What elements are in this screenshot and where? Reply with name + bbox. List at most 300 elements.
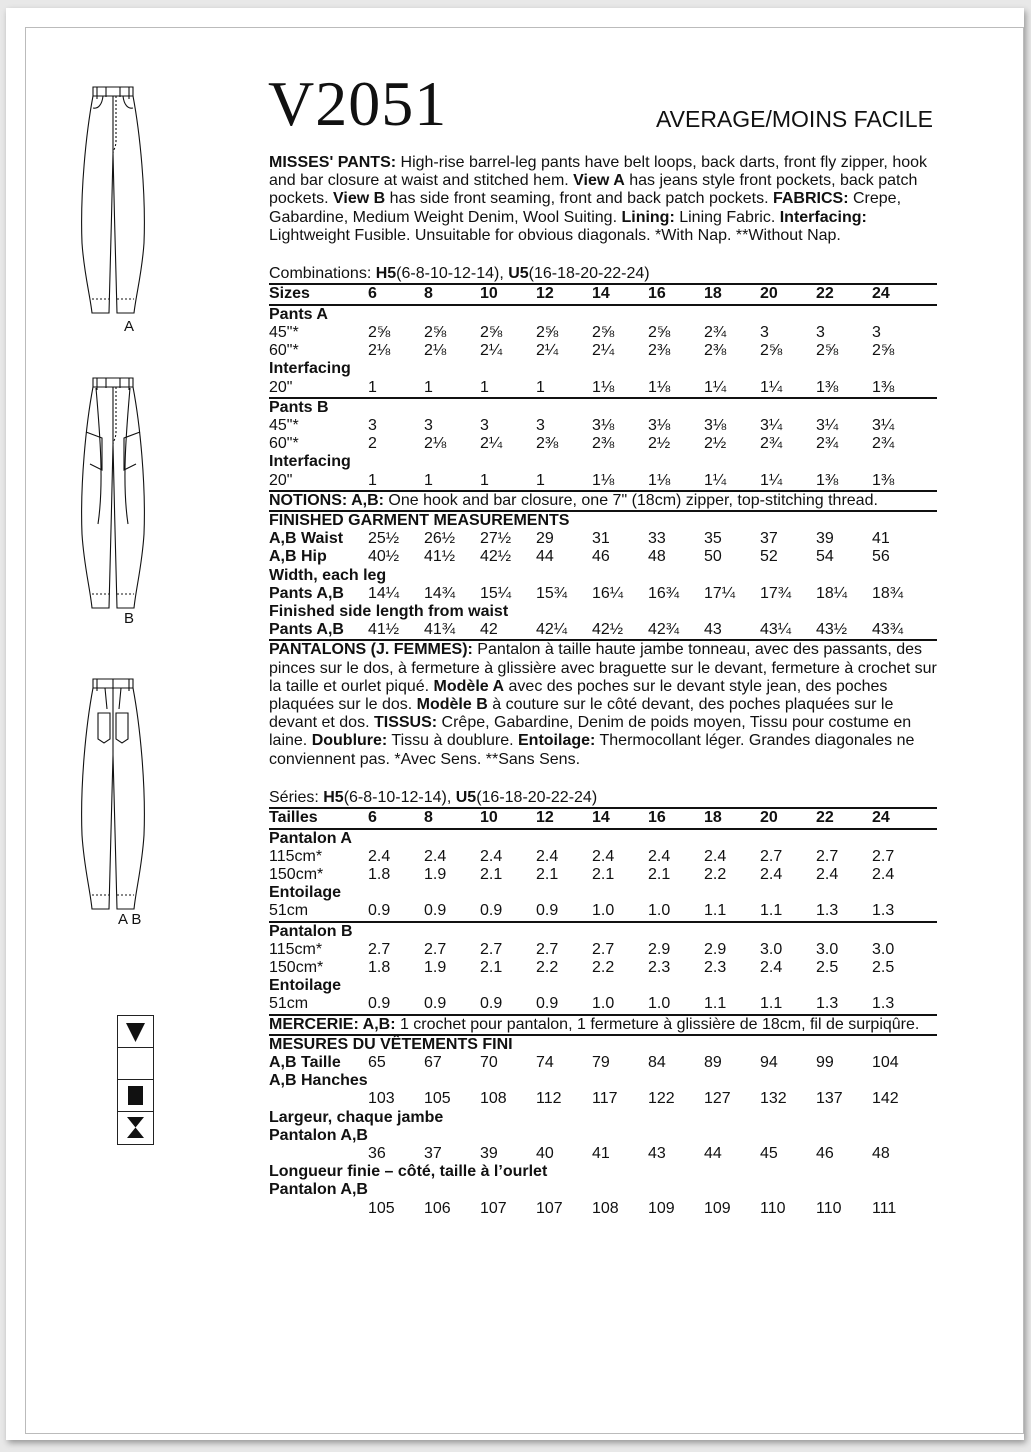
fabrics-title-fr: TISSUS:	[373, 714, 438, 732]
hip-label-fr: A,B Hanches	[269, 1072, 368, 1090]
table-cell: 2.4	[872, 865, 895, 883]
notions-title-fr: MERCERIE: A,B:	[269, 1015, 396, 1033]
table-row	[269, 511, 937, 530]
lining-text: Lining Fabric.	[674, 208, 780, 226]
table-row	[269, 379, 937, 398]
table-cell: 1.1	[760, 995, 783, 1013]
combo2-sizes-fr: (16-18-20-22-24)	[476, 788, 598, 806]
view-a-title: View A	[573, 172, 625, 190]
table-cell: 1.9	[424, 958, 447, 976]
table-cell: 0.9	[424, 902, 447, 920]
table-row	[269, 398, 937, 417]
pants-a-label-fr: Pantalon A	[269, 829, 352, 847]
table-cell: 20	[760, 284, 816, 305]
table-cell: 48	[872, 1144, 890, 1162]
table-cell: 2.4	[816, 865, 839, 883]
view-a-text-fr: avec des poches sur le devant style jean, des poches plaquées sur le dos.	[269, 677, 888, 713]
row-label: Pants A,B	[269, 584, 344, 602]
difficulty-level: AVERAGE/MOINS FACILE	[656, 106, 933, 132]
table-cell: 1.3	[872, 902, 895, 920]
interfacing-text: Lightweight Fusible. Unsuitable for obvious diagonals. *With Nap. **Without Nap.	[269, 226, 841, 244]
table-cell: 122	[648, 1090, 675, 1108]
table-cell: 3.0	[872, 940, 895, 958]
view-a-sketch	[80, 83, 146, 317]
table-cell: 2.7	[592, 940, 615, 958]
table-cell: 39	[816, 530, 834, 548]
table-cell: 1	[368, 471, 377, 489]
finished-title: FINISHED GARMENT MEASUREMENTS	[269, 511, 937, 530]
table-row	[269, 959, 937, 977]
row-label: 150cm*	[269, 865, 324, 883]
table-cell: 2⅝	[424, 323, 447, 341]
table-row	[269, 808, 937, 829]
view-ab-label: A B	[118, 911, 142, 928]
table-cell: 2⅝	[480, 323, 503, 341]
table-cell: 109	[704, 1199, 731, 1217]
table-cell: 1.0	[592, 902, 615, 920]
view-a-label: A	[124, 318, 135, 335]
table-cell: 2.4	[704, 847, 727, 865]
table-cell: 16¾	[648, 584, 680, 602]
table-cell: 117	[592, 1090, 618, 1108]
table-cell: 2¾	[816, 435, 839, 453]
fabrics-text: Crepe, Gabardine, Medium Weight Denim, Wool Suiting.	[269, 190, 902, 226]
table-cell: 2.1	[480, 958, 503, 976]
table-cell: 2.7	[480, 940, 503, 958]
table-row	[269, 585, 937, 603]
table-cell: 2	[368, 435, 377, 453]
table-row	[269, 1200, 937, 1218]
table-cell: 2¼	[536, 342, 559, 360]
table-cell: 1⅛	[592, 378, 615, 396]
table-cell: 70	[480, 1053, 498, 1071]
table-cell: 1.0	[592, 995, 615, 1013]
table-row	[269, 829, 937, 848]
table-row	[269, 866, 937, 884]
row-label: A,B Hip	[269, 548, 327, 566]
combinations-line	[269, 265, 937, 283]
table-cell: 14	[592, 808, 648, 829]
table-cell: 2.5	[816, 958, 839, 976]
french-notions	[269, 1016, 937, 1034]
table-cell: 2.1	[536, 865, 559, 883]
table-cell: 2.7	[368, 940, 391, 958]
table-cell: 2.2	[592, 958, 615, 976]
table-cell: 26½	[424, 530, 456, 548]
table-cell: 2.1	[648, 865, 671, 883]
table-cell: 2⅝	[536, 323, 559, 341]
table-cell: 37	[424, 1144, 442, 1162]
table-cell: 1.1	[704, 995, 727, 1013]
table-cell: 2.7	[872, 847, 895, 865]
interfacing-b-label-fr: Entoilage	[269, 977, 342, 995]
table-cell: 27½	[480, 530, 512, 548]
table-cell: 2½	[704, 435, 727, 453]
table-cell: 18	[704, 808, 760, 829]
table-cell: 1	[480, 378, 489, 396]
combo1-sizes: (6-8-10-12-14),	[396, 265, 509, 283]
table-cell: 10	[480, 808, 536, 829]
table-cell: 2⅜	[704, 342, 727, 360]
table-cell: 2.1	[592, 865, 615, 883]
table-row	[269, 453, 937, 471]
table-cell: 3	[424, 416, 433, 434]
hourglass-icon	[118, 1112, 153, 1144]
table-cell: 41½	[424, 548, 456, 566]
table-cell: 2⅝	[760, 342, 783, 360]
lining-title-fr: Doublure:	[311, 732, 388, 750]
table-cell: 36	[368, 1144, 386, 1162]
table-cell: 2.9	[648, 940, 671, 958]
french-measurements-table	[269, 1034, 937, 1218]
table-cell: 14¾	[424, 584, 456, 602]
table-row	[269, 1072, 937, 1090]
blank-symbol	[118, 1048, 153, 1080]
table-cell: 79	[592, 1053, 610, 1071]
table-row	[269, 995, 937, 1013]
table-row	[269, 977, 937, 995]
table-cell: 1⅜	[872, 471, 895, 489]
table-cell: 3	[536, 416, 545, 434]
table-cell: 46	[592, 548, 610, 566]
fabric-symbols-box	[117, 1015, 154, 1145]
table-cell: 1.3	[816, 902, 839, 920]
french-yardage-table	[269, 807, 937, 1014]
description-text-fr: Pantalon à taille haute jambe tonneau, avec des passants, des pinces sur le dos, à fermeture à glissière avec braguette sur le devant, fermeture à crochet sur la taille et ourlet piqué.	[269, 641, 937, 695]
table-cell: 43¾	[872, 621, 904, 639]
width-label-fr: Largeur, chaque jambe	[269, 1108, 444, 1126]
table-cell: 43¼	[760, 621, 792, 639]
table-cell: 0.9	[368, 902, 391, 920]
table-cell: 15¾	[536, 584, 568, 602]
combo1-sizes-fr: (6-8-10-12-14),	[343, 788, 456, 806]
table-cell: 2¾	[760, 435, 783, 453]
description-title: MISSES' PANTS:	[269, 154, 397, 171]
view-a-title-fr: Modèle A	[433, 677, 505, 695]
table-cell: 1.3	[872, 995, 895, 1013]
combo1-code: H5	[375, 265, 397, 283]
view-b-title-fr: Modèle B	[416, 695, 488, 713]
table-cell: 14	[592, 284, 648, 305]
table-cell: 41½	[368, 621, 400, 639]
row-label: A,B Waist	[269, 530, 344, 548]
view-b-title: View B	[333, 190, 386, 208]
table-cell: 3¼	[760, 416, 783, 434]
table-cell: 1.0	[648, 995, 671, 1013]
view-b-sketch	[80, 374, 146, 612]
table-cell: 3⅛	[592, 416, 615, 434]
table-cell: 2½	[648, 435, 671, 453]
table-row	[269, 324, 937, 342]
table-cell: 2¼	[480, 342, 503, 360]
table-cell: 0.9	[480, 995, 503, 1013]
table-cell: 1.3	[816, 995, 839, 1013]
table-cell: 1¼	[704, 378, 727, 396]
table-cell: 105	[368, 1199, 395, 1217]
main-content	[269, 154, 937, 1218]
row-label: 150cm*	[269, 958, 324, 976]
table-cell: 111	[872, 1199, 897, 1217]
table-cell: 127	[704, 1090, 731, 1108]
view-ab-back-sketch	[80, 675, 146, 913]
fabrics-text-fr: Crêpe, Gabardine, Denim de poids moyen, Tissu pour costume en laine.	[269, 714, 912, 750]
rectangle-icon	[118, 1080, 153, 1112]
table-row	[269, 1090, 937, 1108]
row-label: 60"*	[269, 435, 299, 453]
table-cell: 109	[648, 1199, 675, 1217]
table-cell: 2.7	[424, 940, 447, 958]
table-cell: 46	[816, 1144, 834, 1162]
row-label: A,B Taille	[269, 1053, 341, 1071]
table-cell: 105	[424, 1090, 451, 1108]
table-cell: 20	[760, 808, 816, 829]
table-cell: 41¾	[424, 621, 456, 639]
view-a-text: has jeans style front pockets, back patch pockets.	[269, 172, 918, 208]
notions-text-fr: 1 crochet pour pantalon, 1 fermeture à glissière de 18cm, fil de surpiqûre.	[395, 1015, 920, 1033]
row-label: Pants A,B	[269, 621, 344, 639]
table-cell: 16	[648, 808, 704, 829]
table-cell: 1	[368, 378, 377, 396]
table-cell: 3¼	[872, 416, 895, 434]
table-cell: 2¼	[592, 342, 615, 360]
table-cell: 45	[760, 1144, 778, 1162]
table-cell: 6	[368, 284, 424, 305]
table-cell: 22	[816, 284, 872, 305]
pattern-envelope-back	[6, 8, 1024, 1440]
table-cell: 2.1	[480, 865, 503, 883]
table-cell: 16¼	[592, 584, 624, 602]
notions-text: One hook and bar closure, one 7" (18cm) zipper, top-stitching thread.	[383, 491, 878, 509]
series-label: Séries:	[269, 788, 324, 806]
table-cell: 2¾	[704, 323, 727, 341]
table-cell: 6	[368, 808, 424, 829]
table-cell: 2.3	[704, 958, 727, 976]
english-yardage-table	[269, 283, 937, 490]
table-cell: 110	[816, 1199, 842, 1217]
table-row	[269, 1181, 937, 1199]
table-row	[269, 922, 937, 941]
row-label: 60"*	[269, 342, 299, 360]
table-cell: 3.0	[816, 940, 839, 958]
table-cell: 1¼	[760, 378, 783, 396]
table-cell: 112	[536, 1090, 562, 1108]
table-cell: 3	[368, 416, 377, 434]
lining-text-fr: Tissu à doublure.	[387, 732, 518, 750]
table-cell: 40½	[368, 548, 400, 566]
table-cell: 2.4	[760, 865, 783, 883]
combo2-sizes: (16-18-20-22-24)	[528, 265, 650, 283]
table-row	[269, 884, 937, 902]
table-cell: 2.7	[536, 940, 559, 958]
table-cell: 44	[704, 1144, 722, 1162]
table-row	[269, 1109, 937, 1127]
description-text: High-rise barrel-leg pants have belt loops, back darts, front fly zipper, hook and bar closure at waist and stitched hem.	[269, 154, 928, 190]
table-cell: 74	[536, 1053, 554, 1071]
pants-b-label: Pants B	[269, 398, 937, 417]
table-cell: 42½	[480, 548, 512, 566]
table-cell: 44	[536, 548, 554, 566]
table-cell: 43	[704, 621, 722, 639]
table-cell: 0.9	[536, 995, 559, 1013]
fabrics-title: FABRICS:	[772, 190, 849, 208]
table-row	[269, 284, 937, 305]
row-label: 115cm*	[269, 847, 323, 865]
table-cell: 0.9	[424, 995, 447, 1013]
interfacing-a-label-fr: Entoilage	[269, 884, 342, 902]
table-cell: 8	[424, 808, 480, 829]
table-cell: 1⅛	[648, 378, 671, 396]
table-cell: 108	[592, 1199, 619, 1217]
table-cell: 2⅝	[648, 323, 671, 341]
table-cell: 1⅜	[872, 378, 895, 396]
table-cell: 104	[872, 1053, 899, 1071]
table-cell: 3¼	[816, 416, 839, 434]
table-cell: 31	[592, 530, 610, 548]
table-cell: 2.2	[704, 865, 727, 883]
table-cell: 18¾	[872, 584, 904, 602]
table-cell: 103	[368, 1090, 395, 1108]
combo2-code: U5	[508, 265, 529, 283]
row-label: 51cm	[269, 902, 309, 920]
table-cell: 84	[648, 1053, 666, 1071]
table-cell: 2.4	[648, 847, 671, 865]
table-cell: 22	[816, 808, 872, 829]
table-cell: 43	[648, 1144, 666, 1162]
table-cell: 2.4	[368, 847, 391, 865]
notions-title: NOTIONS: A,B:	[269, 491, 384, 509]
table-cell: 3	[816, 323, 825, 341]
table-cell: 41	[872, 530, 890, 548]
table-cell: 2⅝	[816, 342, 839, 360]
series-line	[269, 789, 937, 807]
table-cell: 2⅜	[592, 435, 615, 453]
table-cell: 8	[424, 284, 480, 305]
table-row	[269, 360, 937, 378]
table-cell: 2.4	[424, 847, 447, 865]
table-row	[269, 941, 937, 959]
table-row	[269, 1145, 937, 1163]
table-cell: 110	[760, 1199, 786, 1217]
interfacing-title-fr: Entoilage:	[518, 732, 596, 750]
table-row	[269, 530, 937, 548]
finished-title-fr: MESURES DU VÊTEMENTS FINI	[269, 1035, 937, 1054]
table-cell: 0.9	[536, 902, 559, 920]
table-cell: 2.9	[704, 940, 727, 958]
table-cell: 1	[536, 471, 545, 489]
table-cell: 3.0	[760, 940, 783, 958]
table-cell: 3⅛	[648, 416, 671, 434]
table-cell: 10	[480, 284, 536, 305]
table-row	[269, 417, 937, 435]
table-cell: 132	[760, 1090, 787, 1108]
table-cell: 40	[536, 1144, 554, 1162]
table-cell: 2.4	[760, 958, 783, 976]
combo2-code-fr: U5	[455, 788, 477, 806]
table-cell: 39	[480, 1144, 498, 1162]
table-row	[269, 567, 937, 585]
table-cell: 3	[480, 416, 489, 434]
table-cell: 108	[480, 1090, 507, 1108]
english-measurements-table	[269, 510, 937, 639]
description-title-fr: PANTALONS (J. FEMMES):	[269, 641, 473, 659]
table-cell: 16	[648, 284, 704, 305]
table-cell: 2.2	[536, 958, 559, 976]
table-row	[269, 472, 937, 490]
table-cell: 1	[480, 471, 489, 489]
width-label: Width, each leg	[269, 566, 387, 584]
table-cell: 106	[424, 1199, 451, 1217]
table-cell: 3	[760, 323, 769, 341]
row-label: 115cm*	[269, 940, 323, 958]
table-cell: 52	[760, 548, 778, 566]
english-description	[269, 154, 937, 245]
table-cell: 2⅛	[368, 342, 391, 360]
table-cell: 2.7	[760, 847, 783, 865]
table-cell: 89	[704, 1053, 722, 1071]
table-cell: 18¼	[816, 584, 848, 602]
triangle-down-icon	[118, 1016, 153, 1048]
table-cell: 1⅜	[816, 378, 839, 396]
table-cell: 18	[704, 284, 760, 305]
row-label: 51cm	[269, 995, 309, 1013]
table-cell: 1.8	[368, 865, 391, 883]
table-cell: 43½	[816, 621, 848, 639]
interfacing-title: Interfacing:	[779, 208, 867, 226]
table-cell: 1⅛	[648, 471, 671, 489]
table-cell: 15¼	[480, 584, 512, 602]
table-cell: 1.1	[704, 902, 727, 920]
table-cell: 29	[536, 530, 554, 548]
table-cell: 17¾	[760, 584, 792, 602]
length-label-fr: Longueur finie – côté, taille à l’ourlet	[269, 1163, 548, 1181]
table-row	[269, 621, 937, 639]
table-cell: 41	[592, 1144, 610, 1162]
table-cell: 1.8	[368, 958, 391, 976]
table-cell: 54	[816, 548, 834, 566]
table-cell: 56	[872, 548, 890, 566]
table-cell: 1¼	[704, 471, 727, 489]
pants-a-label: Pants A	[269, 305, 328, 323]
table-row	[269, 1035, 937, 1054]
table-cell: 2⅜	[648, 342, 671, 360]
table-cell: 2⅝	[368, 323, 391, 341]
length-pants-label-fr: Pantalon A,B	[269, 1181, 368, 1199]
combo1-code-fr: H5	[323, 788, 344, 806]
table-cell: 1⅜	[816, 471, 839, 489]
view-b-text: has side front seaming, front and back patch pockets.	[385, 190, 773, 208]
view-b-text-fr: à couture sur le côté devant, des poches plaquées sur le devant et dos.	[269, 695, 894, 732]
table-row	[269, 1054, 937, 1072]
table-cell: 2¼	[480, 435, 503, 453]
table-cell: 94	[760, 1053, 778, 1071]
table-row	[269, 1127, 937, 1145]
table-cell: 42½	[592, 621, 624, 639]
table-cell: 2⅝	[872, 342, 895, 360]
interfacing-b-label: Interfacing	[269, 453, 351, 471]
table-cell: 37	[760, 530, 778, 548]
table-row	[269, 603, 937, 621]
table-cell: 2.4	[536, 847, 559, 865]
table-cell: 2.7	[816, 847, 839, 865]
table-cell: 1.0	[648, 902, 671, 920]
table-cell: 33	[648, 530, 666, 548]
table-cell: 1¼	[760, 471, 783, 489]
table-cell: 2⅛	[424, 435, 447, 453]
table-cell: 2.5	[872, 958, 895, 976]
table-cell: 1	[536, 378, 545, 396]
table-row	[269, 305, 937, 324]
table-cell: 107	[480, 1199, 507, 1217]
